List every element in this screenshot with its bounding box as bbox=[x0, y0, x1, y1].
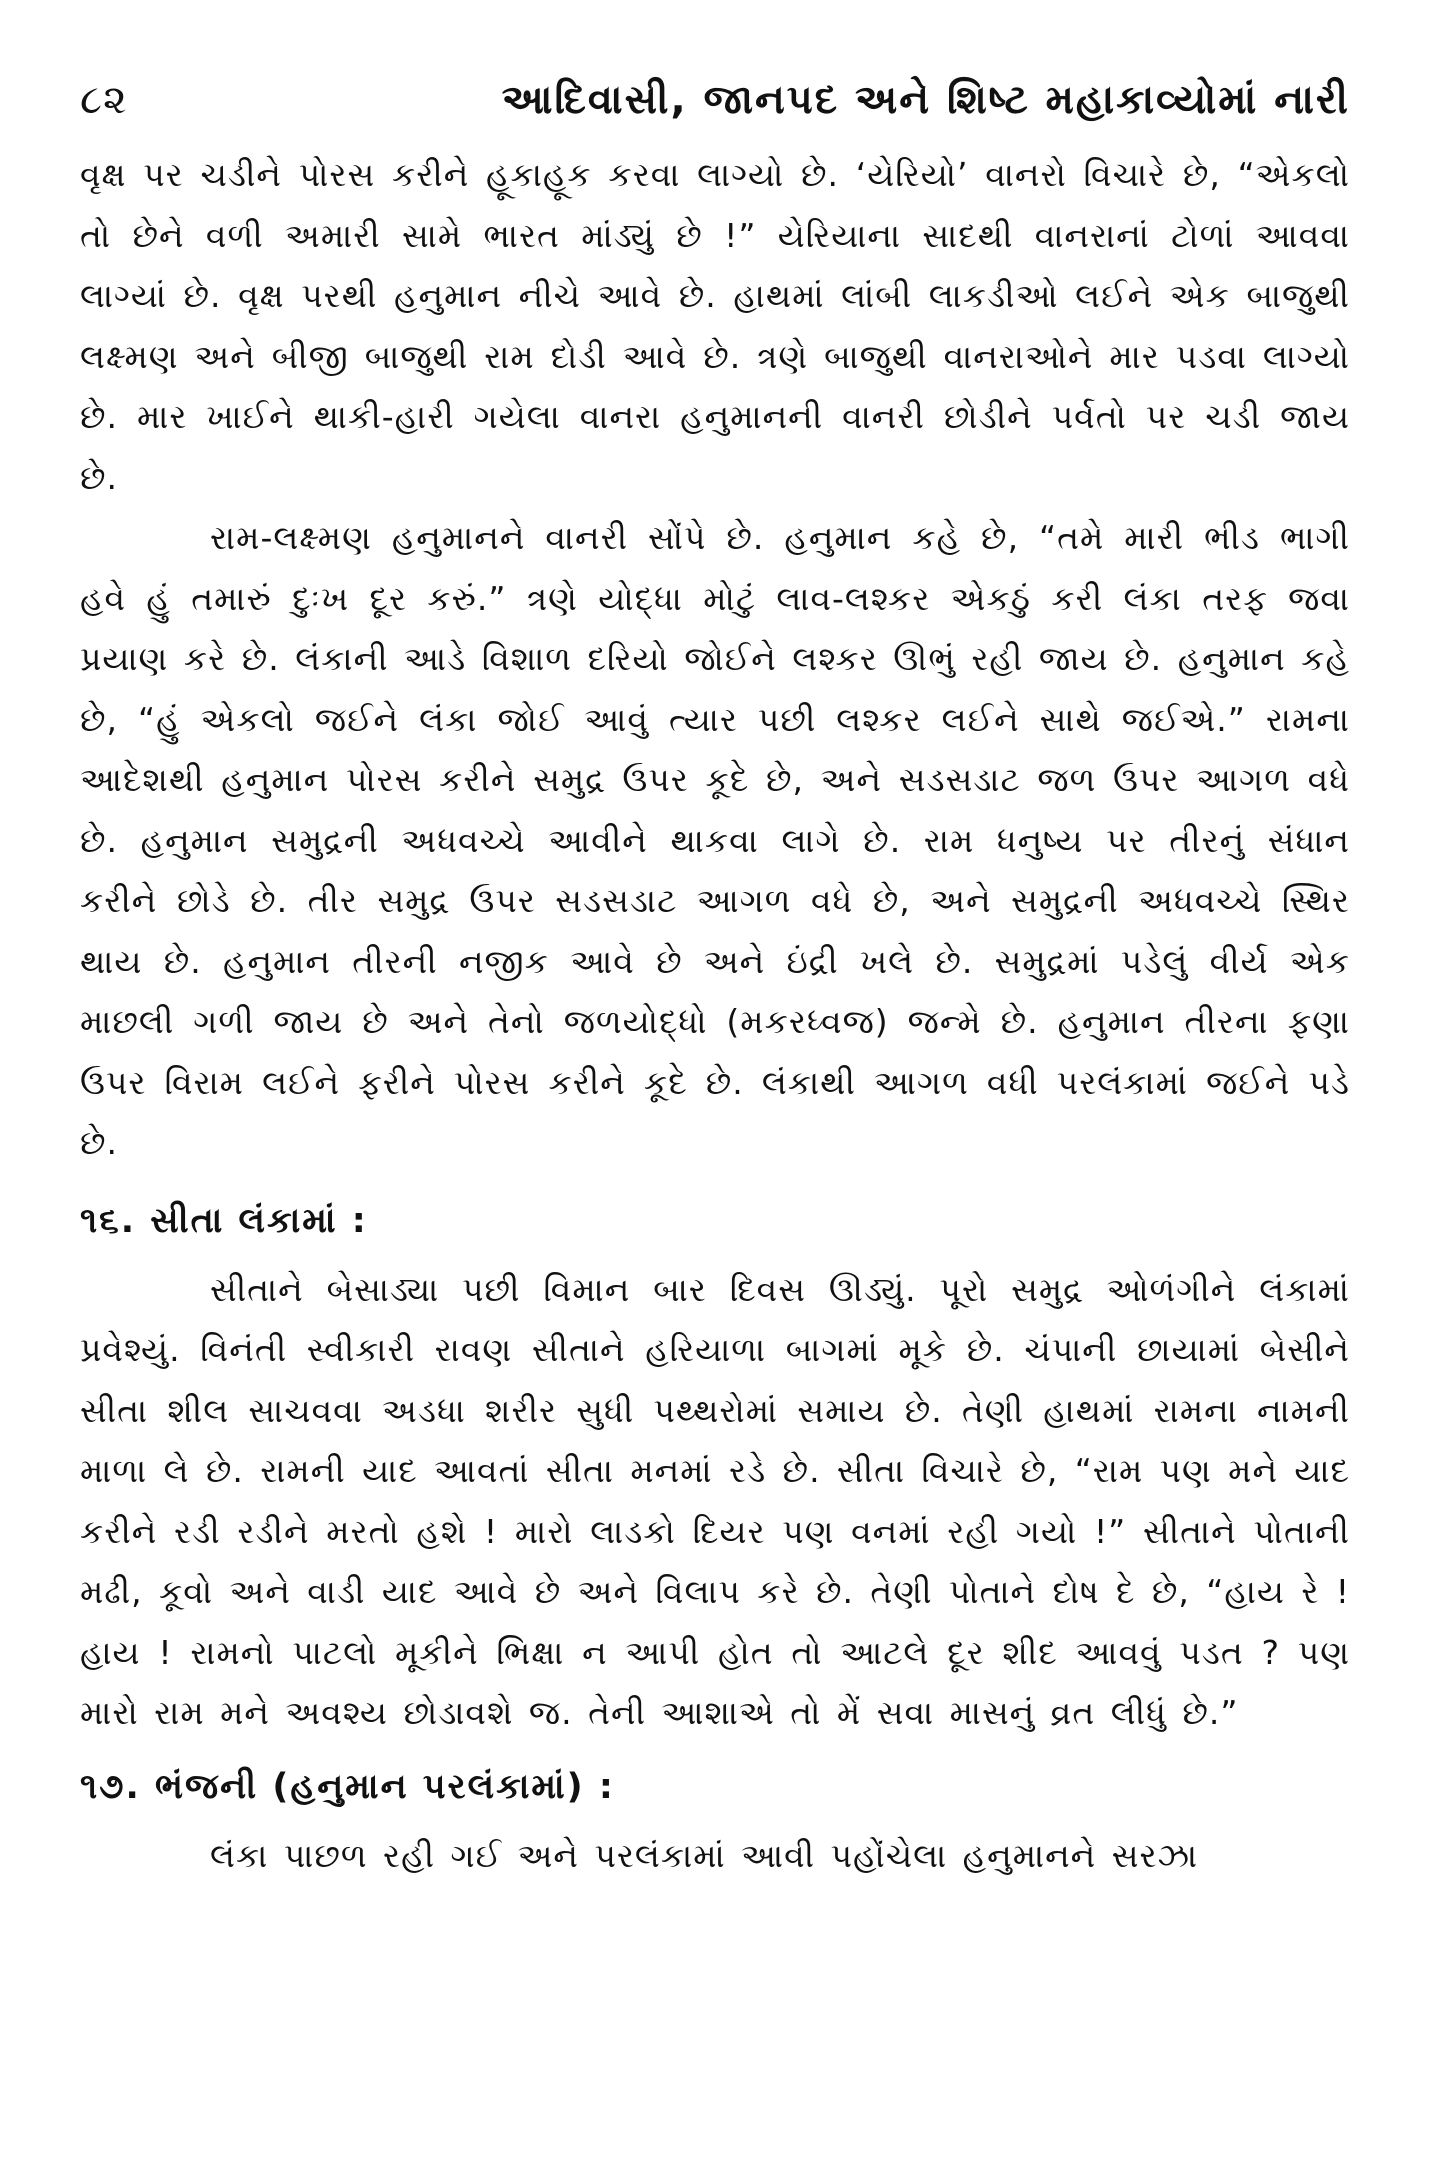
paragraph-3: સીતાને બેસાડ્યા પછી વિમાન બાર દિવસ ઊડ્યું. પૂરો સમુદ્ર ઓળંગીને લંકામાં પ્રવેશ્યું. વિનંતી સ્વીકારી રાવણ સીતાને હરિયાળા બાગમાં મૂકે છે. ચંપાની છાયામાં બેસીને સીતા શીલ સાચવવા અડધા શરીર સુધી પથ્થરોમાં સમાય છે. તેણી હાથમાં રામના નામની માળા લે છે. રામની યાદ આવતાં સીતા મનમાં રડે છે. સીતા વિચારે છે, “રામ પણ મને યાદ કરીને રડી રડીને મરતો હશે ! મારો લાડકો દિયર પણ વનમાં રહી ગયો !” સીતાને પોતાની મઢી, કૂવો અને વાડી યાદ આવે છે અને વિલાપ કરે છે. તેણી પોતાને દોષ દે છે, “હાય રે ! હાય ! રામનો પાટલો મૂકીને ભિક્ષા ન આપી હોત તો આટલે દૂર શીદ આવવું પડત ? પણ મારો રામ મને અવશ્ય છોડાવશે જ. તેની આશાએ તો મેં સવા માસનું વ્રત લીધું છે.” bbox=[80, 1269, 1350, 1732]
section-gap bbox=[80, 1174, 1350, 1178]
section-heading-17: ૧૭. ભંજની (હનુમાન પરલંકામાં) : bbox=[80, 1766, 615, 1807]
body-text bbox=[80, 145, 1350, 1886]
paragraph-4: લંકા પાછળ રહી ગઈ અને પરલંકામાં આવી પહોંચેલા હનુમાનને સરઝા bbox=[210, 1835, 1199, 1875]
paragraph-1: વૃક્ષ પર ચડીને પોરસ કરીને હૂકાહૂક કરવા લાગ્યો છે. ‘યેરિયો’ વાનરો વિચારે છે, “એકલો તો છેને વળી અમારી સામે ભારત માંડ્યું છે !” યેરિયાના સાદથી વાનરાનાં ટોળાં આવવા લાગ્યાં છે. વૃક્ષ પરથી હનુમાન નીચે આવે છે. હાથમાં લાંબી લાકડીઓ લઈને એક બાજુથી લક્ષ્મણ અને બીજી બાજુથી રામ દોડી આવે છે. ત્રણે બાજુથી વાનરાઓને માર પડવા લાગ્યો છે. માર ખાઈને થાકી-હારી ગયેલા વાનરા હનુમાનની વાનરી છોડીને પર્વતો પર ચડી જાય છે. bbox=[80, 155, 1350, 497]
page-header bbox=[80, 55, 1350, 145]
book-page bbox=[80, 55, 1350, 1886]
section-heading-16: ૧૬. સીતા લંકામાં : bbox=[80, 1200, 368, 1241]
running-title: આદિવાસી, જાનપદ અને શિષ્ટ મહાકાવ્યોમાં નારી bbox=[501, 77, 1350, 123]
paragraph-2: રામ-લક્ષ્મણ હનુમાનને વાનરી સોંપે છે. હનુમાન કહે છે, “તમે મારી ભીડ ભાગી હવે હું તમારું દુઃખ દૂર કરું.” ત્રણે યોદ્ધા મોટું લાવ-લશ્કર એકઠું કરી લંકા તરફ જવા પ્રયાણ કરે છે. લંકાની આડે વિશાળ દરિયો જોઈને લશ્કર ઊભું રહી જાય છે. હનુમાન કહે છે, “હું એકલો જઈને લંકા જોઈ આવું ત્યાર પછી લશ્કર લઈને સાથે જઈએ.” રામના આદેશથી હનુમાન પોરસ કરીને સમુદ્ર ઉપર કૂદે છે, અને સડસડાટ જળ ઉપર આગળ વધે છે. હનુમાન સમુદ્રની અધવચ્ચે આવીને થાકવા લાગે છે. રામ ધનુષ્ય પર તીરનું સંધાન કરીને છોડે છે. તીર સમુદ્ર ઉપર સડસડાટ આગળ વધે છે, અને સમુદ્રની અધવચ્ચે સ્થિર થાય છે. હનુમાન તીરની નજીક આવે છે અને ઇંદ્રી ખલે છે. સમુદ્રમાં પડેલું વીર્ય એક માછલી ગળી જાય છે અને તેનો જળયોદ્ધો (મકરધ્વજ) જન્મે છે. હનુમાન તીરના ફણા ઉપર વિરામ લઈને ફરીને પોરસ કરીને કૂદે છે. લંકાથી આગળ વધી પરલંકામાં જઈને પડે છે. bbox=[80, 518, 1350, 1162]
page-number: ૮૨ bbox=[80, 77, 128, 123]
